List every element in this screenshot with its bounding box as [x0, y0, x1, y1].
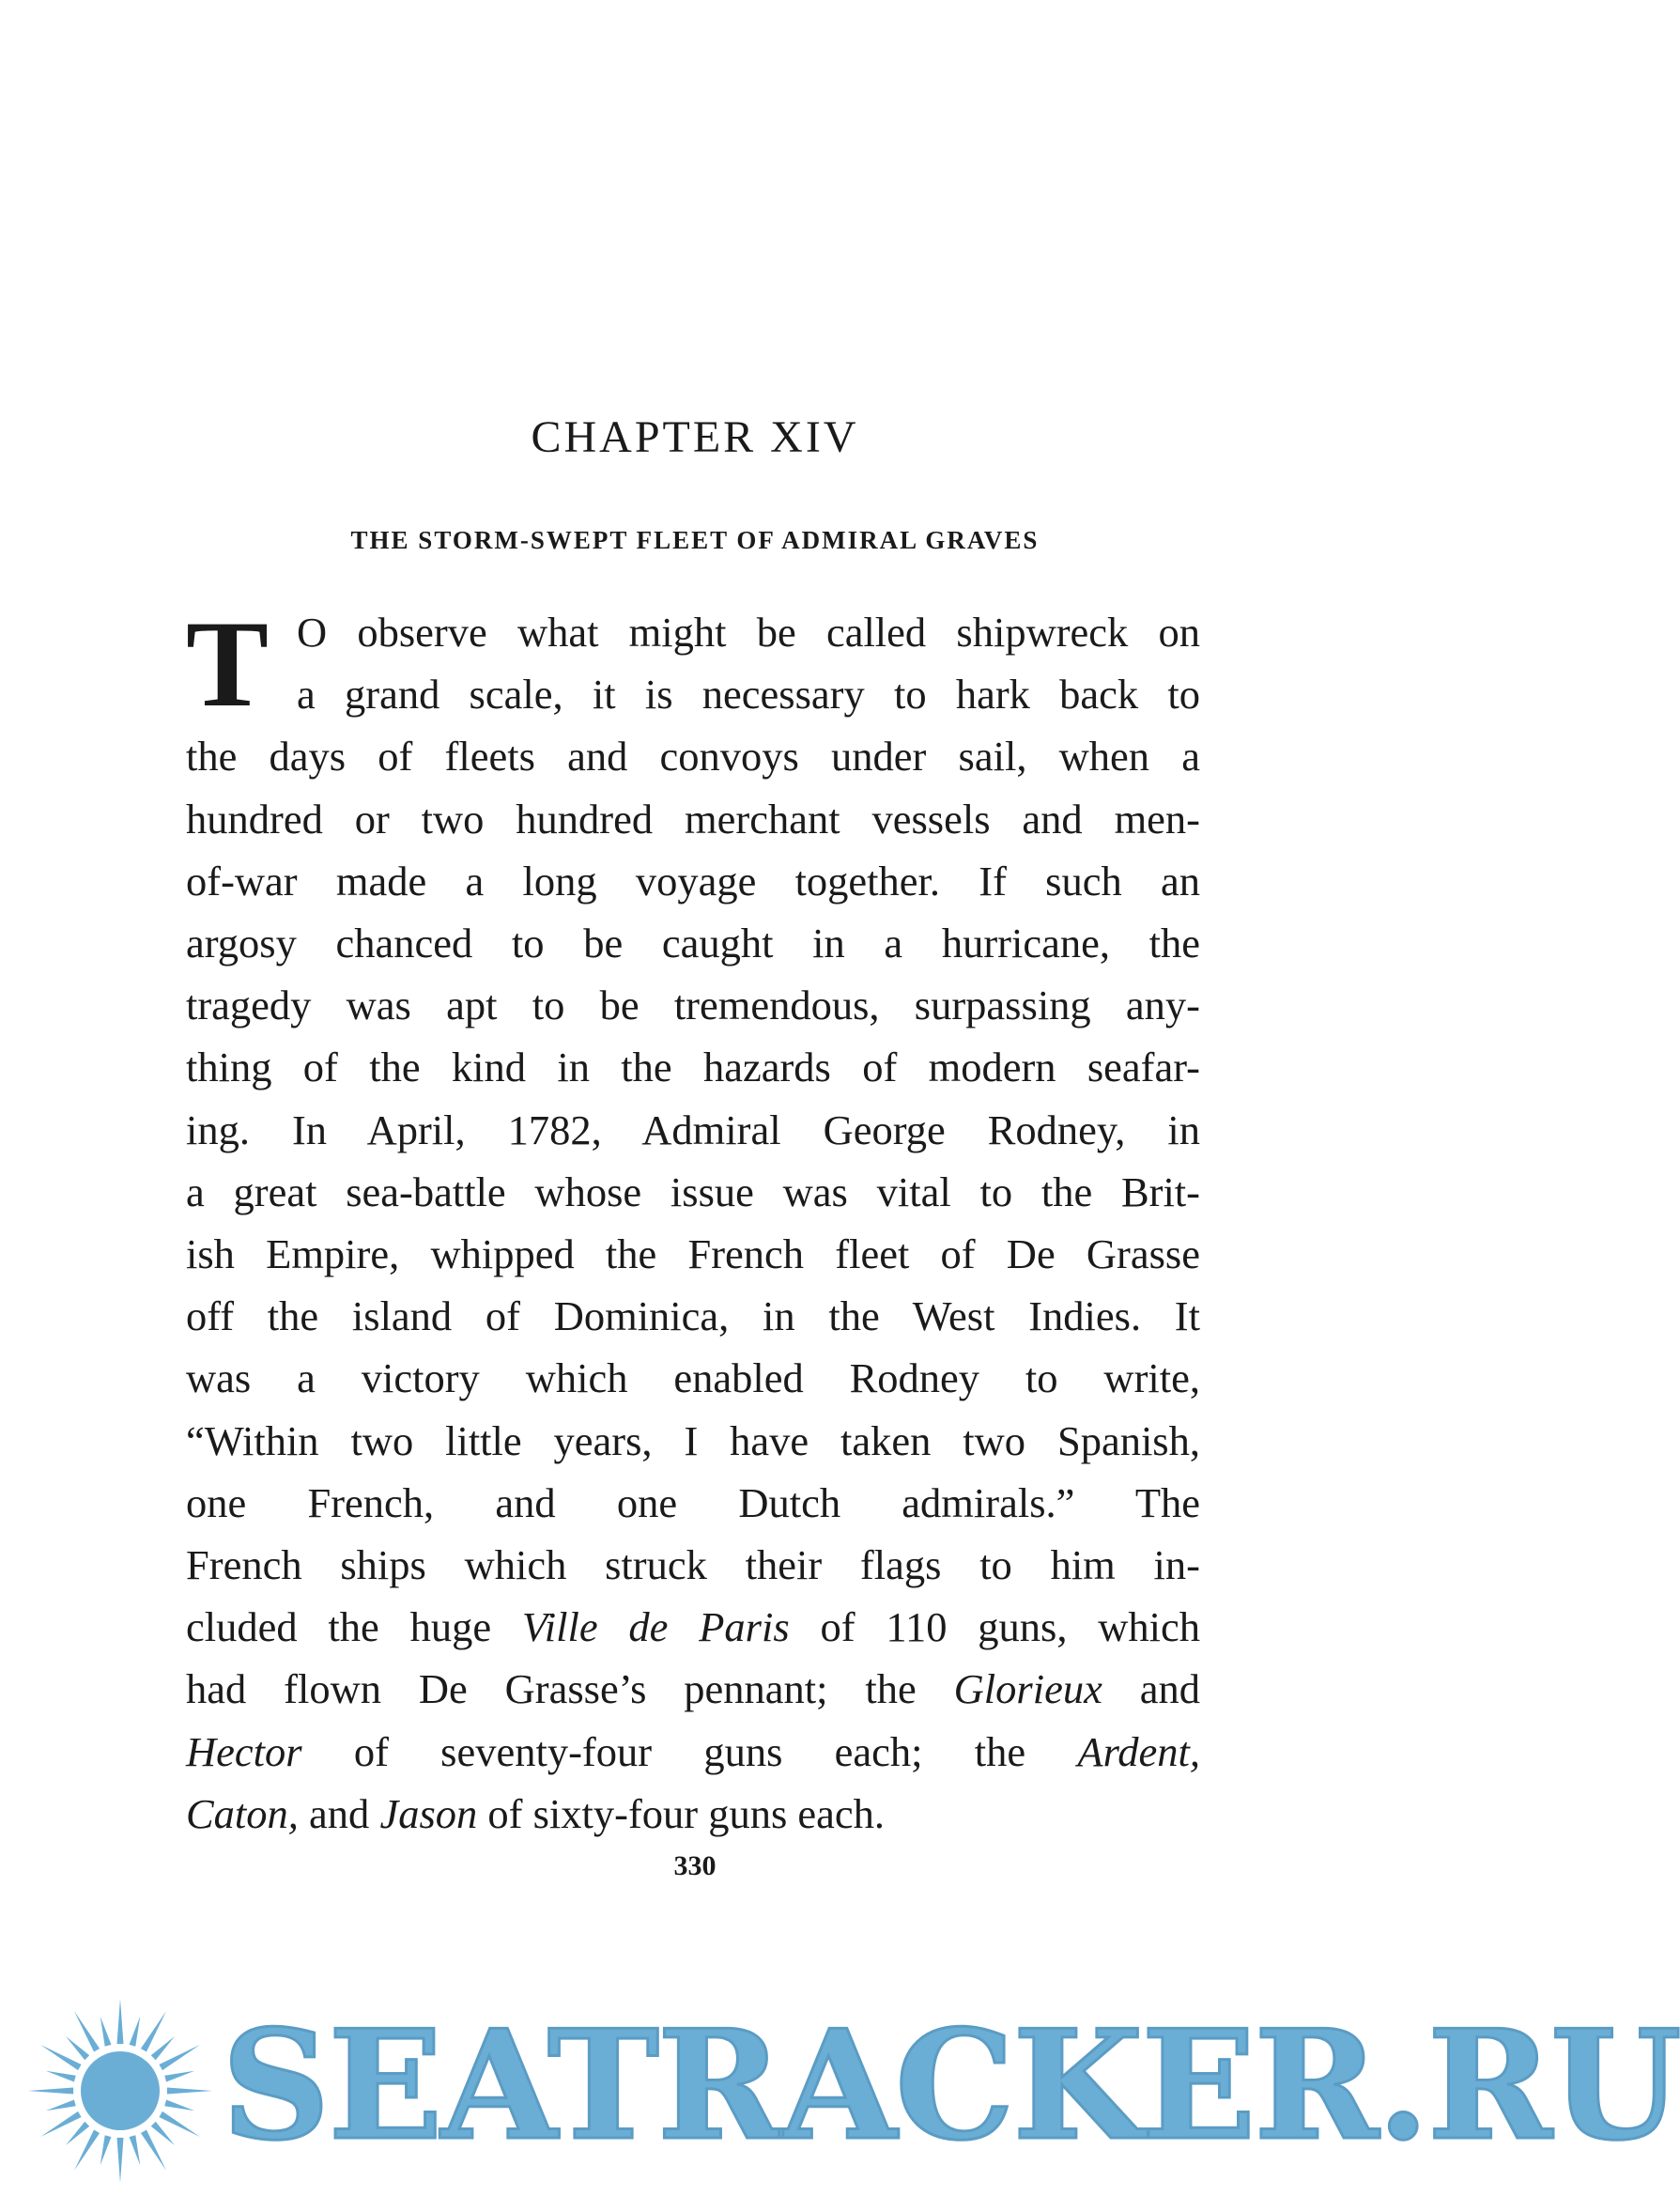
sun-ray: [66, 2036, 89, 2060]
text-line: hundred or two hundred merchant vessels and men-: [186, 795, 1200, 843]
sun-ray: [159, 2045, 199, 2070]
sun-ray: [117, 2138, 124, 2183]
sun-ray: [74, 2129, 100, 2170]
text-line: the days of fleets and convoys under sail, when a: [186, 733, 1200, 781]
sun-icon: [26, 1997, 214, 2185]
text-span: of seventy-four guns each; the: [301, 1727, 1078, 1775]
sun-ray: [130, 2135, 141, 2165]
sun-ray: [40, 2045, 81, 2070]
sun-ray: [74, 2011, 100, 2051]
sun-ray: [151, 2122, 175, 2145]
sun-ray: [130, 2017, 141, 2047]
sun-ray: [100, 2135, 112, 2165]
text-span: had flown De Grasse’s pennant; the: [186, 1665, 954, 1713]
text-span: and: [1102, 1665, 1200, 1713]
text-line: ing. In April, 1782, Admiral George Rodney, in: [186, 1106, 1200, 1153]
text-line: [186, 1596, 1200, 1658]
text-span: and: [298, 1789, 380, 1837]
chapter-title: CHAPTER XIV: [531, 412, 859, 462]
sun-ray: [159, 2111, 199, 2137]
text-line: [186, 1658, 1200, 1720]
chapter-subtitle: THE STORM-SWEPT FLEET OF ADMIRAL GRAVES: [350, 526, 1040, 554]
body-paragraph: [186, 595, 1200, 1845]
ship-name: Ville de Paris: [521, 1603, 790, 1651]
text-span: cluded the huge: [186, 1603, 522, 1651]
sun-ray: [28, 2088, 73, 2095]
text-span: of 110 guns, which: [789, 1603, 1200, 1651]
watermark: [0, 1982, 1680, 2196]
text-line: off the island of Dominica, in the West Indies. It: [186, 1292, 1200, 1340]
sun-ray: [46, 2071, 76, 2082]
text-line: of-war made a long voyage together. If such an: [186, 857, 1200, 905]
text-line: O observe what might be called shipwreck on: [297, 609, 1200, 656]
ship-name: Caton,: [186, 1789, 299, 1837]
text-line: a grand scale, it is necessary to hark back to: [297, 671, 1200, 719]
text-line: [186, 1783, 1200, 1845]
text-line: tragedy was apt to be tremendous, surpassing any-: [186, 982, 1200, 1029]
text-line: one French, and one Dutch admirals.” The: [186, 1478, 1200, 1526]
sun-ray: [46, 2100, 76, 2111]
text-line: thing of the kind in the hazards of modern seafar-: [186, 1044, 1200, 1091]
sun-ray: [66, 2122, 89, 2145]
sun-ray: [100, 2017, 112, 2047]
ship-name: Glorieux: [953, 1665, 1102, 1713]
sun-ray: [151, 2036, 175, 2060]
drop-cap: T: [186, 595, 270, 733]
text-span: of sixty-four guns each.: [477, 1789, 886, 1837]
ship-name: Ardent,: [1077, 1727, 1200, 1775]
text-line: “Within two little years, I have taken two Spanish,: [186, 1416, 1200, 1464]
sun-ray: [164, 2100, 194, 2111]
text-line: [186, 1721, 1200, 1783]
sun-ray: [141, 2011, 166, 2051]
sun-ray: [167, 2088, 212, 2095]
ship-name: Jason: [379, 1789, 478, 1837]
text-line: argosy chanced to be caught in a hurricane, the: [186, 920, 1200, 967]
sun-ray: [141, 2129, 166, 2170]
sun-ray: [40, 2111, 81, 2137]
page-number: 330: [673, 1850, 717, 1881]
sun-ray: [164, 2071, 194, 2082]
ship-name: Hector: [186, 1727, 302, 1775]
text-line: was a victory which enabled Rodney to write,: [186, 1354, 1200, 1402]
sun-ray: [117, 1999, 124, 2044]
text-line: French ships which struck their flags to him in-: [186, 1541, 1200, 1589]
text-line: ish Empire, whipped the French fleet of De Grasse: [186, 1230, 1200, 1278]
watermark-text: SEATRACKER.RU: [222, 1997, 1680, 2173]
text-line: a great sea-battle whose issue was vital to the Brit-: [186, 1168, 1200, 1215]
